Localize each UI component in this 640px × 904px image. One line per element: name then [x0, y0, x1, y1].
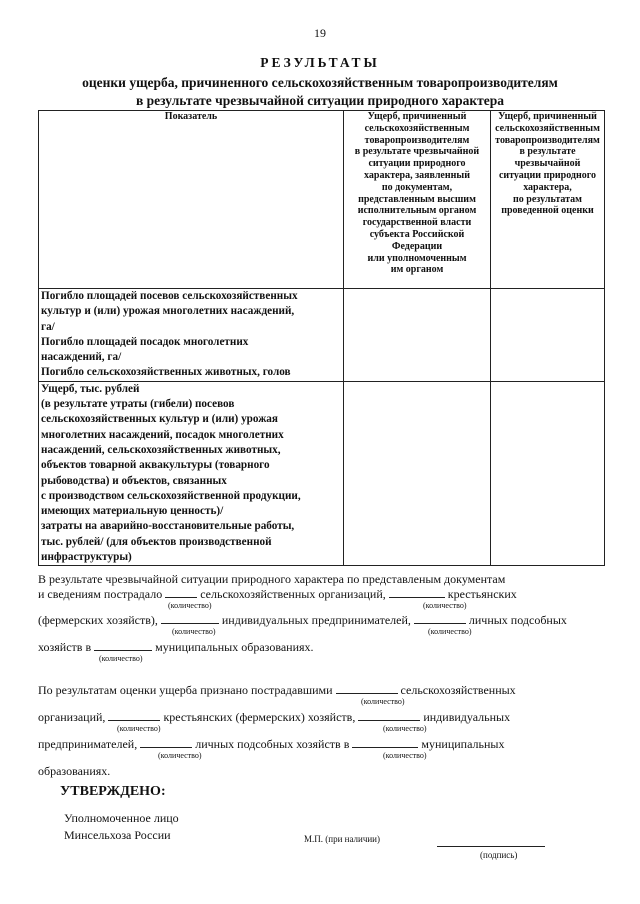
text-line: ситуации природного	[498, 169, 597, 181]
quantity-hint: (количество)	[117, 724, 161, 733]
table-row	[39, 289, 605, 382]
text-line: по результатам	[513, 193, 582, 205]
para2-line1	[38, 683, 516, 697]
para2-text: По результатам оценки ущерба признано пострадавшими	[38, 683, 333, 697]
header-lines	[346, 111, 488, 276]
row-lines	[41, 289, 341, 381]
text-line: объектов товарной аквакультуры (товарного	[41, 459, 270, 472]
text-line: проведенной оценки	[501, 205, 594, 217]
para1-line3	[38, 613, 567, 627]
text-line: насаждений, сельскохозяйственных животных,	[41, 443, 281, 456]
para2-line3	[38, 737, 504, 751]
signature-caption: (подпись)	[480, 850, 518, 860]
quantity-hint: (количество)	[383, 751, 427, 760]
text-line: тыс. рублей/ (для объектов производственной	[41, 535, 272, 548]
text-line: характера, заявленный	[364, 169, 470, 181]
text-line: в результате чрезвычайной	[354, 146, 480, 158]
text-line: сельскохозяйственным	[364, 122, 470, 134]
para2-text: крестьянских (фермерских) хозяйств,	[163, 710, 356, 724]
para2-line4: образованиях.	[38, 764, 111, 778]
text-line: государственной власти	[362, 217, 472, 229]
text-line: сельскохозяйственным	[495, 122, 600, 134]
text-line: затраты на аварийно-восстановительные работы,	[41, 520, 295, 533]
para2-text: сельскохозяйственных	[400, 683, 516, 697]
text-line: характера,	[523, 181, 572, 193]
para1-text: личных подсобных	[468, 613, 567, 627]
text-line: чрезвычайной	[514, 158, 581, 170]
results-table	[38, 110, 605, 566]
blank-field	[352, 737, 418, 748]
quantity-hint: (количество)	[158, 751, 202, 760]
para1-text: крестьянских	[447, 587, 517, 601]
quantity-hint: (количество)	[99, 654, 143, 663]
text-line: товаропроизводителям	[364, 134, 470, 146]
para2-text: организаций,	[38, 710, 106, 724]
column-header-indicator: Показатель	[39, 111, 344, 289]
approved-heading: УТВЕРЖДЕНО:	[60, 784, 166, 799]
text-line: имеющих материальную ценность)/	[41, 505, 224, 518]
blank-field	[358, 710, 420, 721]
quantity-hint: (количество)	[168, 601, 212, 610]
para2-line2	[38, 710, 510, 724]
text-line: Федерации	[391, 240, 443, 252]
text-line: с производством сельскохозяйственной продукции,	[41, 489, 301, 502]
blank-field	[389, 587, 445, 598]
para1-text: и сведениям пострадало	[38, 587, 163, 601]
text-line: Погибло сельскохозяйственных животных, голов	[41, 366, 291, 379]
document-subtitle-line-2: в результате чрезвычайной ситуации природного характера	[135, 93, 504, 108]
table-row	[39, 381, 605, 566]
text-line: Погибло площадей посевов сельскохозяйственных	[41, 290, 298, 302]
text-line: ситуации природного	[368, 158, 466, 170]
blank-field	[336, 683, 398, 694]
quantity-hint: (количество)	[361, 697, 405, 706]
para1-text: сельскохозяйственных организаций,	[200, 587, 386, 601]
table-cell-empty	[491, 381, 605, 566]
text-line: насаждений, га/	[41, 351, 122, 364]
para1-text: муниципальных образованиях.	[155, 640, 314, 654]
para1-text: (фермерских хозяйств),	[38, 613, 158, 627]
text-line: представленным высшим	[358, 193, 476, 205]
text-line: им органом	[390, 264, 444, 276]
blank-field	[94, 640, 152, 651]
text-line: (в результате утраты (гибели) посевов	[41, 398, 235, 411]
para1-line2	[38, 587, 517, 601]
text-line: товаропроизводителям	[495, 134, 600, 146]
page-number: 19	[314, 26, 326, 40]
row-lines	[41, 382, 341, 566]
column-header-assessed-damage	[491, 111, 605, 289]
quantity-hint: (количество)	[172, 627, 216, 636]
para1-line4	[38, 640, 314, 654]
para2-text: муниципальных	[421, 737, 505, 751]
document-subtitle-line-1: оценки ущерба, причиненного сельскохозяйственным товаропроизводителям	[82, 75, 558, 90]
text-line: в результате	[519, 146, 576, 158]
row-label-losses	[39, 289, 344, 382]
text-line: Погибло площадей посадок многолетних	[41, 335, 249, 348]
text-line: по документам,	[381, 181, 453, 193]
text-line: субъекта Российской	[369, 228, 465, 240]
signatory-title-line-2: Минсельхоза России	[64, 828, 171, 842]
para2-text: личных подсобных хозяйств в	[195, 737, 350, 751]
table-cell-empty	[491, 289, 605, 382]
para1-text: хозяйств в	[38, 640, 92, 654]
text-line: рыбоводства) и объектов, связанных	[41, 474, 227, 487]
para1-text: индивидуальных предпринимателей,	[221, 613, 411, 627]
table-header-row	[39, 111, 605, 289]
text-line: исполнительным органом	[357, 205, 477, 217]
text-line: Ущерб, причиненный	[498, 111, 597, 122]
quantity-hint: (количество)	[428, 627, 472, 636]
text-line: многолетних насаждений, посадок многолетних	[41, 428, 284, 441]
quantity-hint: (количество)	[423, 601, 467, 610]
table-cell-empty	[344, 381, 491, 566]
blank-field	[414, 613, 466, 624]
row-label-damage	[39, 381, 344, 566]
blank-field	[108, 710, 160, 721]
stamp-placeholder: М.П. (при наличии)	[304, 834, 380, 844]
document-title: РЕЗУЛЬТАТЫ	[260, 55, 380, 70]
header-lines	[493, 111, 602, 217]
text-line: Ущерб, тыс. рублей	[41, 382, 140, 395]
para1-line1: В результате чрезвычайной ситуации природного характера по представленым документам	[38, 572, 506, 586]
signature-line	[437, 846, 545, 847]
para2-text: индивидуальных	[423, 710, 511, 724]
quantity-hint: (количество)	[383, 724, 427, 733]
text-line: га/	[41, 320, 55, 333]
blank-field	[165, 587, 197, 598]
blank-field	[161, 613, 219, 624]
text-line: сельскохозяйственных культур и (или) урожая	[41, 413, 278, 426]
signatory-title-line-1: Уполномоченное лицо	[64, 811, 179, 825]
table-cell-empty	[344, 289, 491, 382]
text-line: или уполномоченным	[367, 252, 467, 264]
text-line: культур и (или) урожая многолетних насаждений,	[41, 305, 295, 318]
text-line: Ущерб, причиненный	[367, 111, 467, 122]
column-header-declared-damage	[344, 111, 491, 289]
para2-text: предпринимателей,	[38, 737, 138, 751]
blank-field	[140, 737, 192, 748]
text-line: инфраструктуры)	[41, 551, 132, 564]
